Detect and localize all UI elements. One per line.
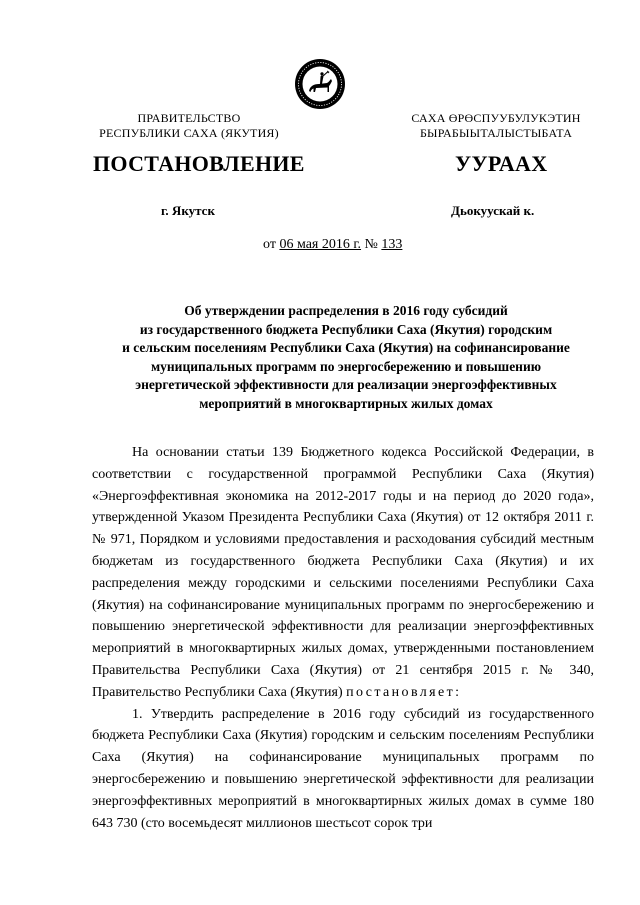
government-name-yakut: [380, 111, 612, 141]
title-line: и сельским поселениям Республики Саха (Якутия) на софинансирование: [122, 340, 570, 356]
preamble-colon: :: [455, 684, 460, 700]
title-line: из государственного бюджета Республики Саха (Якутия) городским: [139, 321, 553, 337]
government-name-line1: ПРАВИТЕЛЬСТВО: [137, 111, 241, 125]
document-body: [92, 442, 594, 834]
city-russian: г. Якутск: [161, 203, 215, 218]
government-name-russian: [84, 111, 294, 141]
date-prefix: от: [263, 237, 280, 252]
resolves-word: постановляет: [346, 684, 456, 700]
document-title: [96, 302, 596, 414]
document-date: 06 мая 2016 г.: [279, 237, 362, 252]
city-yakut: Дьокуускай к.: [451, 203, 535, 218]
title-line: муниципальных программ по энергосбережению и повышению: [150, 358, 542, 374]
document-number: 133: [381, 237, 403, 252]
government-name-line2: РЕСПУБЛИКИ САХА (ЯКУТИЯ): [99, 126, 279, 140]
body-paragraph-item-1: 1. Утвердить распределение в 2016 году субсидий из государственного бюджета Республики Саха (Якутия) городским и сельским поселениям Республики Саха (Якутия) на софинансирование муниципальных программ по энергосбережению и повышению энергетической эффективности для реализации энергоэффективных мероприятий в многоквартирных жилых домах в сумме 180 643 730 (сто восемьдесят миллионов шестьсот сорок три: [92, 706, 594, 831]
government-name-yakut-line2: БЫРАБЫЫТАЛЫСТЫБАТА: [419, 126, 573, 140]
document-type-russian: ПОСТАНОВЛЕНИЕ: [93, 151, 305, 176]
document-date-line: [263, 237, 402, 253]
government-name-yakut-line1: САХА ӨРӨСПУУБУЛУКЭТИН: [411, 111, 581, 125]
title-line: энергетической эффективности для реализации энергоэффективных: [135, 377, 557, 393]
title-line: мероприятий в многоквартирных жилых домах: [199, 395, 493, 411]
number-sign: №: [361, 237, 382, 252]
title-line: Об утверждении распределения в 2016 году субсидий: [184, 303, 508, 318]
body-paragraph-preamble: [92, 442, 594, 704]
preamble-text: На основании статьи 139 Бюджетного кодекса Российской Федерации, в соответствии с государственной программой Республики Саха (Якутия) «Энергоэффективная экономика на 2012-2017 годы и на период до 2020 года», утвержденной Указом Президента Республики Саха (Якутия) от 12 октября 2011 г. № 971, Порядком и условиями предоставления и расходования субсидий местным бюджетам из государственного бюджета Республики Саха (Якутия) и их распределения между городскими и сельскими поселениями Республики Саха (Якутия) на софинансирование муниципальных программ по энергосбережению и повышению энергетической эффективности для реализации энергоэффективных мероприятий в многоквартирных жилых домах, утвержденными постановлением Правительства Республики Саха (Якутия) от 21 сентября 2015 г. № 340, Правительство Республики Саха (Якутия): [92, 445, 594, 700]
coat-of-arms-emblem: [294, 58, 346, 110]
document-type-yakut: УУРААХ: [455, 151, 548, 176]
